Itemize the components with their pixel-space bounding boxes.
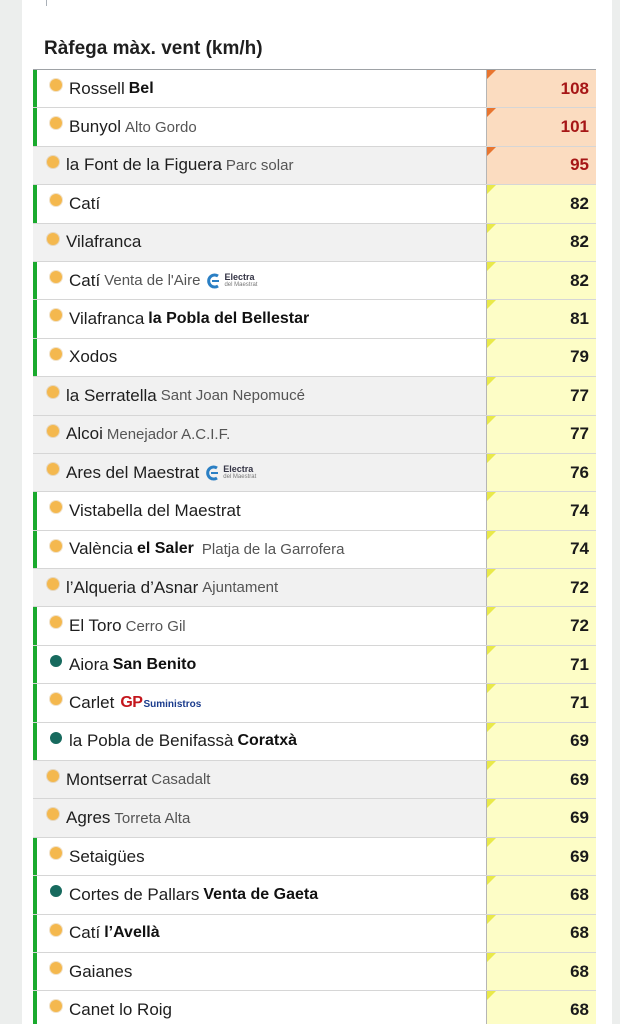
station-name-cell xyxy=(33,838,486,875)
station-row[interactable] xyxy=(33,300,596,338)
corner-marker-icon xyxy=(487,339,496,348)
corner-marker-icon xyxy=(487,607,496,616)
station-row[interactable] xyxy=(33,838,596,876)
station-status-dot-icon xyxy=(50,117,62,129)
station-row[interactable] xyxy=(33,876,596,914)
station-status-dot-teal-icon xyxy=(50,885,62,897)
corner-marker-icon xyxy=(487,224,496,233)
gust-value: 95 xyxy=(570,155,589,175)
station-status-dot-icon xyxy=(50,924,62,936)
station-row[interactable] xyxy=(33,531,596,569)
wind-gust-card xyxy=(22,0,612,1024)
station-location: Sant Joan Nepomucé xyxy=(160,387,305,405)
station-row[interactable] xyxy=(33,607,596,645)
station-name-cell xyxy=(33,646,486,683)
gust-value-cell xyxy=(486,838,596,875)
gust-value: 74 xyxy=(570,539,589,559)
gust-value: 69 xyxy=(570,846,589,866)
corner-marker-icon xyxy=(487,915,496,924)
station-status-dot-icon xyxy=(50,348,62,360)
station-row[interactable] xyxy=(33,723,596,761)
station-location: Cerro Gil xyxy=(125,617,186,635)
gust-value-cell xyxy=(486,108,596,145)
station-status-dot-icon xyxy=(47,808,59,820)
station-status-dot-icon xyxy=(47,156,59,168)
station-name-cell xyxy=(33,761,486,798)
station-city: Carlet xyxy=(69,692,115,712)
station-row[interactable] xyxy=(33,799,596,837)
gust-value: 72 xyxy=(570,577,589,597)
gust-value-cell xyxy=(486,799,596,836)
station-row[interactable] xyxy=(33,108,596,146)
station-status-dot-icon xyxy=(47,578,59,590)
station-status-dot-icon xyxy=(50,616,62,628)
station-location-detail: Platja de la Garrofera xyxy=(201,540,345,558)
station-status-dot-icon xyxy=(47,770,59,782)
station-name-cell xyxy=(33,147,486,184)
electra-tagline: del Maestrat xyxy=(224,281,258,288)
station-city: Rossell xyxy=(69,78,125,98)
gust-value-cell xyxy=(486,723,596,760)
corner-marker-icon xyxy=(487,531,496,540)
gp-name: Suministros xyxy=(143,698,202,710)
station-location: San Benito xyxy=(112,655,197,673)
gust-value-cell xyxy=(486,454,596,491)
corner-marker-icon xyxy=(487,684,496,693)
station-location: Casadalt xyxy=(151,771,211,789)
station-city: Agres xyxy=(66,808,111,828)
station-row[interactable] xyxy=(33,684,596,722)
station-name-cell xyxy=(33,454,486,491)
station-status-dot-icon xyxy=(50,79,62,91)
station-location: l’Avellà xyxy=(104,924,160,942)
station-name-cell xyxy=(33,876,486,913)
station-name-cell xyxy=(33,339,486,376)
station-status-dot-icon xyxy=(50,194,62,206)
page-title: Ràfega màx. vent (km/h) xyxy=(44,38,263,59)
gust-value: 82 xyxy=(570,270,589,290)
corner-marker-icon xyxy=(487,300,496,309)
gust-value-cell xyxy=(486,262,596,299)
electra-name: Electra xyxy=(223,463,254,474)
station-city: Canet lo Roig xyxy=(69,1000,173,1020)
gust-value-cell xyxy=(486,569,596,606)
sponsor-gp-logo[interactable] xyxy=(120,694,201,712)
station-name-cell xyxy=(33,531,486,568)
corner-marker-icon xyxy=(487,991,496,1000)
gust-value: 82 xyxy=(570,193,589,213)
station-name-cell xyxy=(33,915,486,952)
station-name-cell xyxy=(33,108,486,145)
gust-value-cell xyxy=(486,377,596,414)
station-status-dot-icon xyxy=(47,233,59,245)
station-location: Parc solar xyxy=(225,156,294,174)
station-location: Menejador A.C.I.F. xyxy=(106,425,231,443)
station-row[interactable] xyxy=(33,70,596,108)
corner-marker-icon xyxy=(487,838,496,847)
station-name-cell xyxy=(33,569,486,606)
gust-value-cell xyxy=(486,915,596,952)
corner-marker-icon xyxy=(487,377,496,386)
corner-marker-icon xyxy=(487,454,496,463)
gust-value: 71 xyxy=(570,654,589,674)
station-location: Venta de l'Aire xyxy=(104,272,201,290)
gp-mark: GP xyxy=(120,693,143,711)
corner-marker-icon xyxy=(487,108,496,117)
station-name-cell xyxy=(33,300,486,337)
gust-value-cell xyxy=(486,876,596,913)
station-name-cell xyxy=(33,684,486,721)
gust-value-cell xyxy=(486,70,596,107)
gust-value: 68 xyxy=(570,884,589,904)
station-row[interactable] xyxy=(33,224,596,262)
gust-value: 82 xyxy=(570,232,589,252)
station-row[interactable] xyxy=(33,147,596,185)
gust-value: 69 xyxy=(570,769,589,789)
corner-marker-icon xyxy=(487,799,496,808)
station-status-dot-icon xyxy=(47,425,59,437)
gust-value: 81 xyxy=(570,309,589,329)
gust-value: 79 xyxy=(570,347,589,367)
station-location: Alto Gordo xyxy=(124,118,197,136)
station-name-cell xyxy=(33,224,486,261)
station-city: Alcoi xyxy=(66,424,103,444)
corner-marker-icon xyxy=(487,147,496,156)
electra-name: Electra xyxy=(224,271,255,282)
gust-value: 101 xyxy=(560,117,589,137)
station-city: Vistabella del Maestrat xyxy=(69,500,241,520)
station-row[interactable] xyxy=(33,646,596,684)
station-row[interactable] xyxy=(33,761,596,799)
station-status-dot-icon xyxy=(50,693,62,705)
station-location: el Saler xyxy=(136,540,194,558)
station-status-dot-icon xyxy=(50,309,62,321)
station-list xyxy=(33,69,596,1024)
gust-value-cell xyxy=(486,185,596,222)
gust-value-cell xyxy=(486,224,596,261)
station-name-cell xyxy=(33,185,486,222)
station-name-cell xyxy=(33,607,486,644)
station-city: Catí xyxy=(69,193,101,213)
corner-marker-icon xyxy=(487,953,496,962)
electra-tagline: del Maestrat xyxy=(223,473,257,480)
gust-value-cell xyxy=(486,991,596,1024)
corner-marker-icon xyxy=(487,416,496,425)
station-location: Bel xyxy=(128,79,154,97)
gust-value-cell xyxy=(486,416,596,453)
gust-value-cell xyxy=(486,492,596,529)
station-city: Catí xyxy=(69,923,101,943)
station-row[interactable] xyxy=(33,416,596,454)
station-city: l’Alqueria d’Asnar xyxy=(66,577,199,597)
station-row[interactable] xyxy=(33,492,596,530)
corner-marker-icon xyxy=(487,646,496,655)
station-status-dot-icon xyxy=(50,501,62,513)
station-name-cell xyxy=(33,70,486,107)
station-city: Gaianes xyxy=(69,961,133,981)
gust-value-cell xyxy=(486,147,596,184)
station-location: Venta de Gaeta xyxy=(203,885,319,903)
station-status-dot-icon xyxy=(47,386,59,398)
divider xyxy=(46,0,47,6)
station-row[interactable] xyxy=(33,185,596,223)
station-city: El Toro xyxy=(69,616,122,636)
corner-marker-icon xyxy=(487,70,496,79)
station-status-dot-icon xyxy=(50,540,62,552)
corner-marker-icon xyxy=(487,569,496,578)
gust-value: 71 xyxy=(570,692,589,712)
corner-marker-icon xyxy=(487,723,496,732)
station-city: la Serratella xyxy=(66,385,157,405)
station-row[interactable] xyxy=(33,339,596,377)
gust-value-cell xyxy=(486,684,596,721)
station-row[interactable] xyxy=(33,377,596,415)
station-name-cell xyxy=(33,262,486,299)
station-name-cell xyxy=(33,953,486,990)
station-status-dot-icon xyxy=(50,962,62,974)
station-city: Vilafranca xyxy=(66,232,142,252)
gust-value: 72 xyxy=(570,616,589,636)
station-name-cell xyxy=(33,991,486,1024)
station-status-dot-icon xyxy=(50,271,62,283)
corner-marker-icon xyxy=(487,492,496,501)
corner-marker-icon xyxy=(487,262,496,271)
gust-value: 68 xyxy=(570,1000,589,1020)
station-city: Setaigües xyxy=(69,846,145,866)
station-name-cell xyxy=(33,492,486,529)
station-status-dot-icon xyxy=(50,847,62,859)
station-status-dot-icon xyxy=(47,463,59,475)
station-city: Vilafranca xyxy=(69,309,145,329)
station-location: Coratxà xyxy=(237,732,298,750)
gust-value-cell xyxy=(486,646,596,683)
station-city: Catí xyxy=(69,270,101,290)
gust-value: 77 xyxy=(570,424,589,444)
station-row[interactable] xyxy=(33,953,596,991)
gust-value-cell xyxy=(486,300,596,337)
station-city: València xyxy=(69,539,133,559)
electra-logo-icon xyxy=(205,465,221,481)
gust-value: 69 xyxy=(570,808,589,828)
station-name-cell xyxy=(33,416,486,453)
station-city: Ares del Maestrat xyxy=(66,462,200,482)
station-city: la Pobla de Benifassà xyxy=(69,731,234,751)
gust-value: 68 xyxy=(570,961,589,981)
gust-value-cell xyxy=(486,339,596,376)
gust-value-cell xyxy=(486,761,596,798)
station-city: Montserrat xyxy=(66,769,148,789)
gust-value: 74 xyxy=(570,500,589,520)
station-name-cell xyxy=(33,723,486,760)
electra-logo-icon xyxy=(206,273,222,289)
station-city: Cortes de Pallars xyxy=(69,884,200,904)
gust-value-cell xyxy=(486,953,596,990)
station-row[interactable] xyxy=(33,991,596,1024)
corner-marker-icon xyxy=(487,761,496,770)
station-city: Aiora xyxy=(69,654,109,674)
corner-marker-icon xyxy=(487,876,496,885)
station-status-dot-teal-icon xyxy=(50,655,62,667)
gust-value: 77 xyxy=(570,385,589,405)
sponsor-electra-logo[interactable] xyxy=(206,273,257,289)
gust-value: 69 xyxy=(570,731,589,751)
gust-value-cell xyxy=(486,607,596,644)
gust-value: 68 xyxy=(570,923,589,943)
station-status-dot-icon xyxy=(50,1000,62,1012)
corner-marker-icon xyxy=(487,185,496,194)
station-location: Ajuntament xyxy=(202,579,279,597)
station-name-cell xyxy=(33,377,486,414)
station-status-dot-teal-icon xyxy=(50,732,62,744)
gust-value: 76 xyxy=(570,462,589,482)
station-city: Xodos xyxy=(69,347,118,367)
gust-value: 108 xyxy=(560,78,589,98)
station-city: Bunyol xyxy=(69,117,121,137)
station-row[interactable] xyxy=(33,569,596,607)
gust-value-cell xyxy=(486,531,596,568)
station-name-cell xyxy=(33,799,486,836)
sponsor-electra-logo[interactable] xyxy=(205,465,256,481)
station-row[interactable] xyxy=(33,454,596,492)
station-row[interactable] xyxy=(33,915,596,953)
station-row[interactable] xyxy=(33,262,596,300)
station-location: Torreta Alta xyxy=(114,809,191,827)
station-city: la Font de la Figuera xyxy=(66,155,222,175)
station-location: la Pobla del Bellestar xyxy=(148,310,310,328)
